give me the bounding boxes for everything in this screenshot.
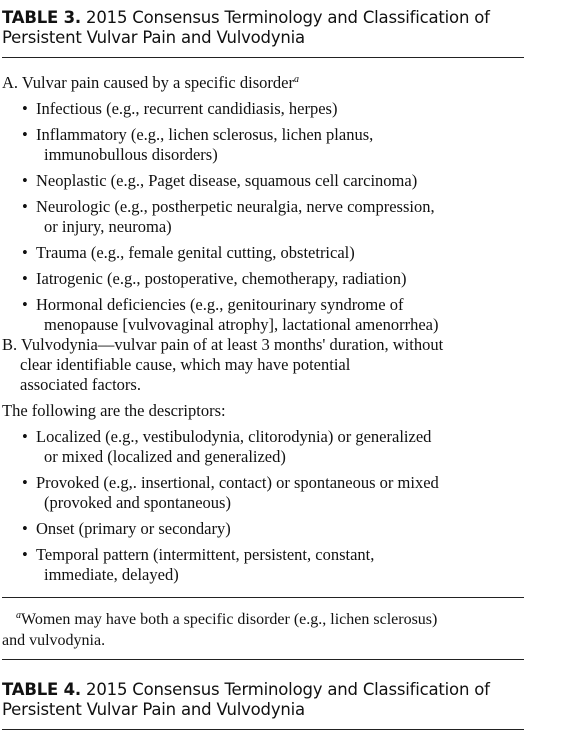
table3-title-line2: Persistent Vulvar Pain and Vulvodynia [2,28,305,47]
list-item: • Onset (primary or secondary) [22,519,231,538]
list-item: • Iatrogenic (e.g., postoperative, chemotherapy, radiation) [22,269,407,288]
table3-caption [2,8,524,48]
footnote-mark: a [293,74,299,85]
table4-label: TABLE 4. [2,680,81,699]
footnote-mark: a [16,610,21,621]
section-a-heading: A. Vulvar pain caused by a specific disorder$^a$ [2,73,299,92]
list-item: • Hormonal deficiencies (e.g., genitourinary syndrome of menopause [vulvovaginal atrophy], lactational amenorrhea) [22,295,439,334]
table4-title-line1: 2015 Consensus Terminology and Classification of [86,680,490,699]
table3-body [2,58,524,585]
list-item: • Provoked (e.g,. insertional, contact) or spontaneous or mixed (provoked and spontaneous) [22,473,439,512]
list-item: • Localized (e.g., vestibulodynia, clitorodynia) or generalized or mixed (localized and generalized) [22,427,432,466]
table4-caption [2,680,524,720]
list-item: • Infectious (e.g., recurrent candidiasis, herpes) [22,99,338,118]
document-page [2,0,524,730]
list-item: • Inflammatory (e.g., lichen sclerosus, lichen planus, immunobullous disorders) [22,125,374,164]
descriptors-heading: The following are the descriptors: [2,401,226,420]
section-a-list [2,99,524,335]
list-item: • Neoplastic (e.g., Paget disease, squamous cell carcinoma) [22,171,418,190]
list-item: • Temporal pattern (intermittent, persistent, constant, immediate, delayed) [22,545,375,584]
table3-label: TABLE 3. [2,8,81,27]
list-item: • Neurologic (e.g., postherpetic neuralgia, nerve compression, or injury, neuroma) [22,197,435,236]
descriptors-list [2,427,524,585]
section-b: B. Vulvodynia—vulvar pain of at least 3 months' duration, without clear identifiable cause, which may have potential associated factors. [2,335,444,394]
table3-footnote: $^a$Women may have both a specific disorder (e.g., lichen sclerosus) and vulvodynia. [2,610,438,649]
table3-title-line1: 2015 Consensus Terminology and Classification of [86,8,490,27]
table4-title-line2: Persistent Vulvar Pain and Vulvodynia [2,700,305,719]
list-item: • Trauma (e.g., female genital cutting, obstetrical) [22,243,355,262]
table3-bottom-rule [2,659,524,660]
